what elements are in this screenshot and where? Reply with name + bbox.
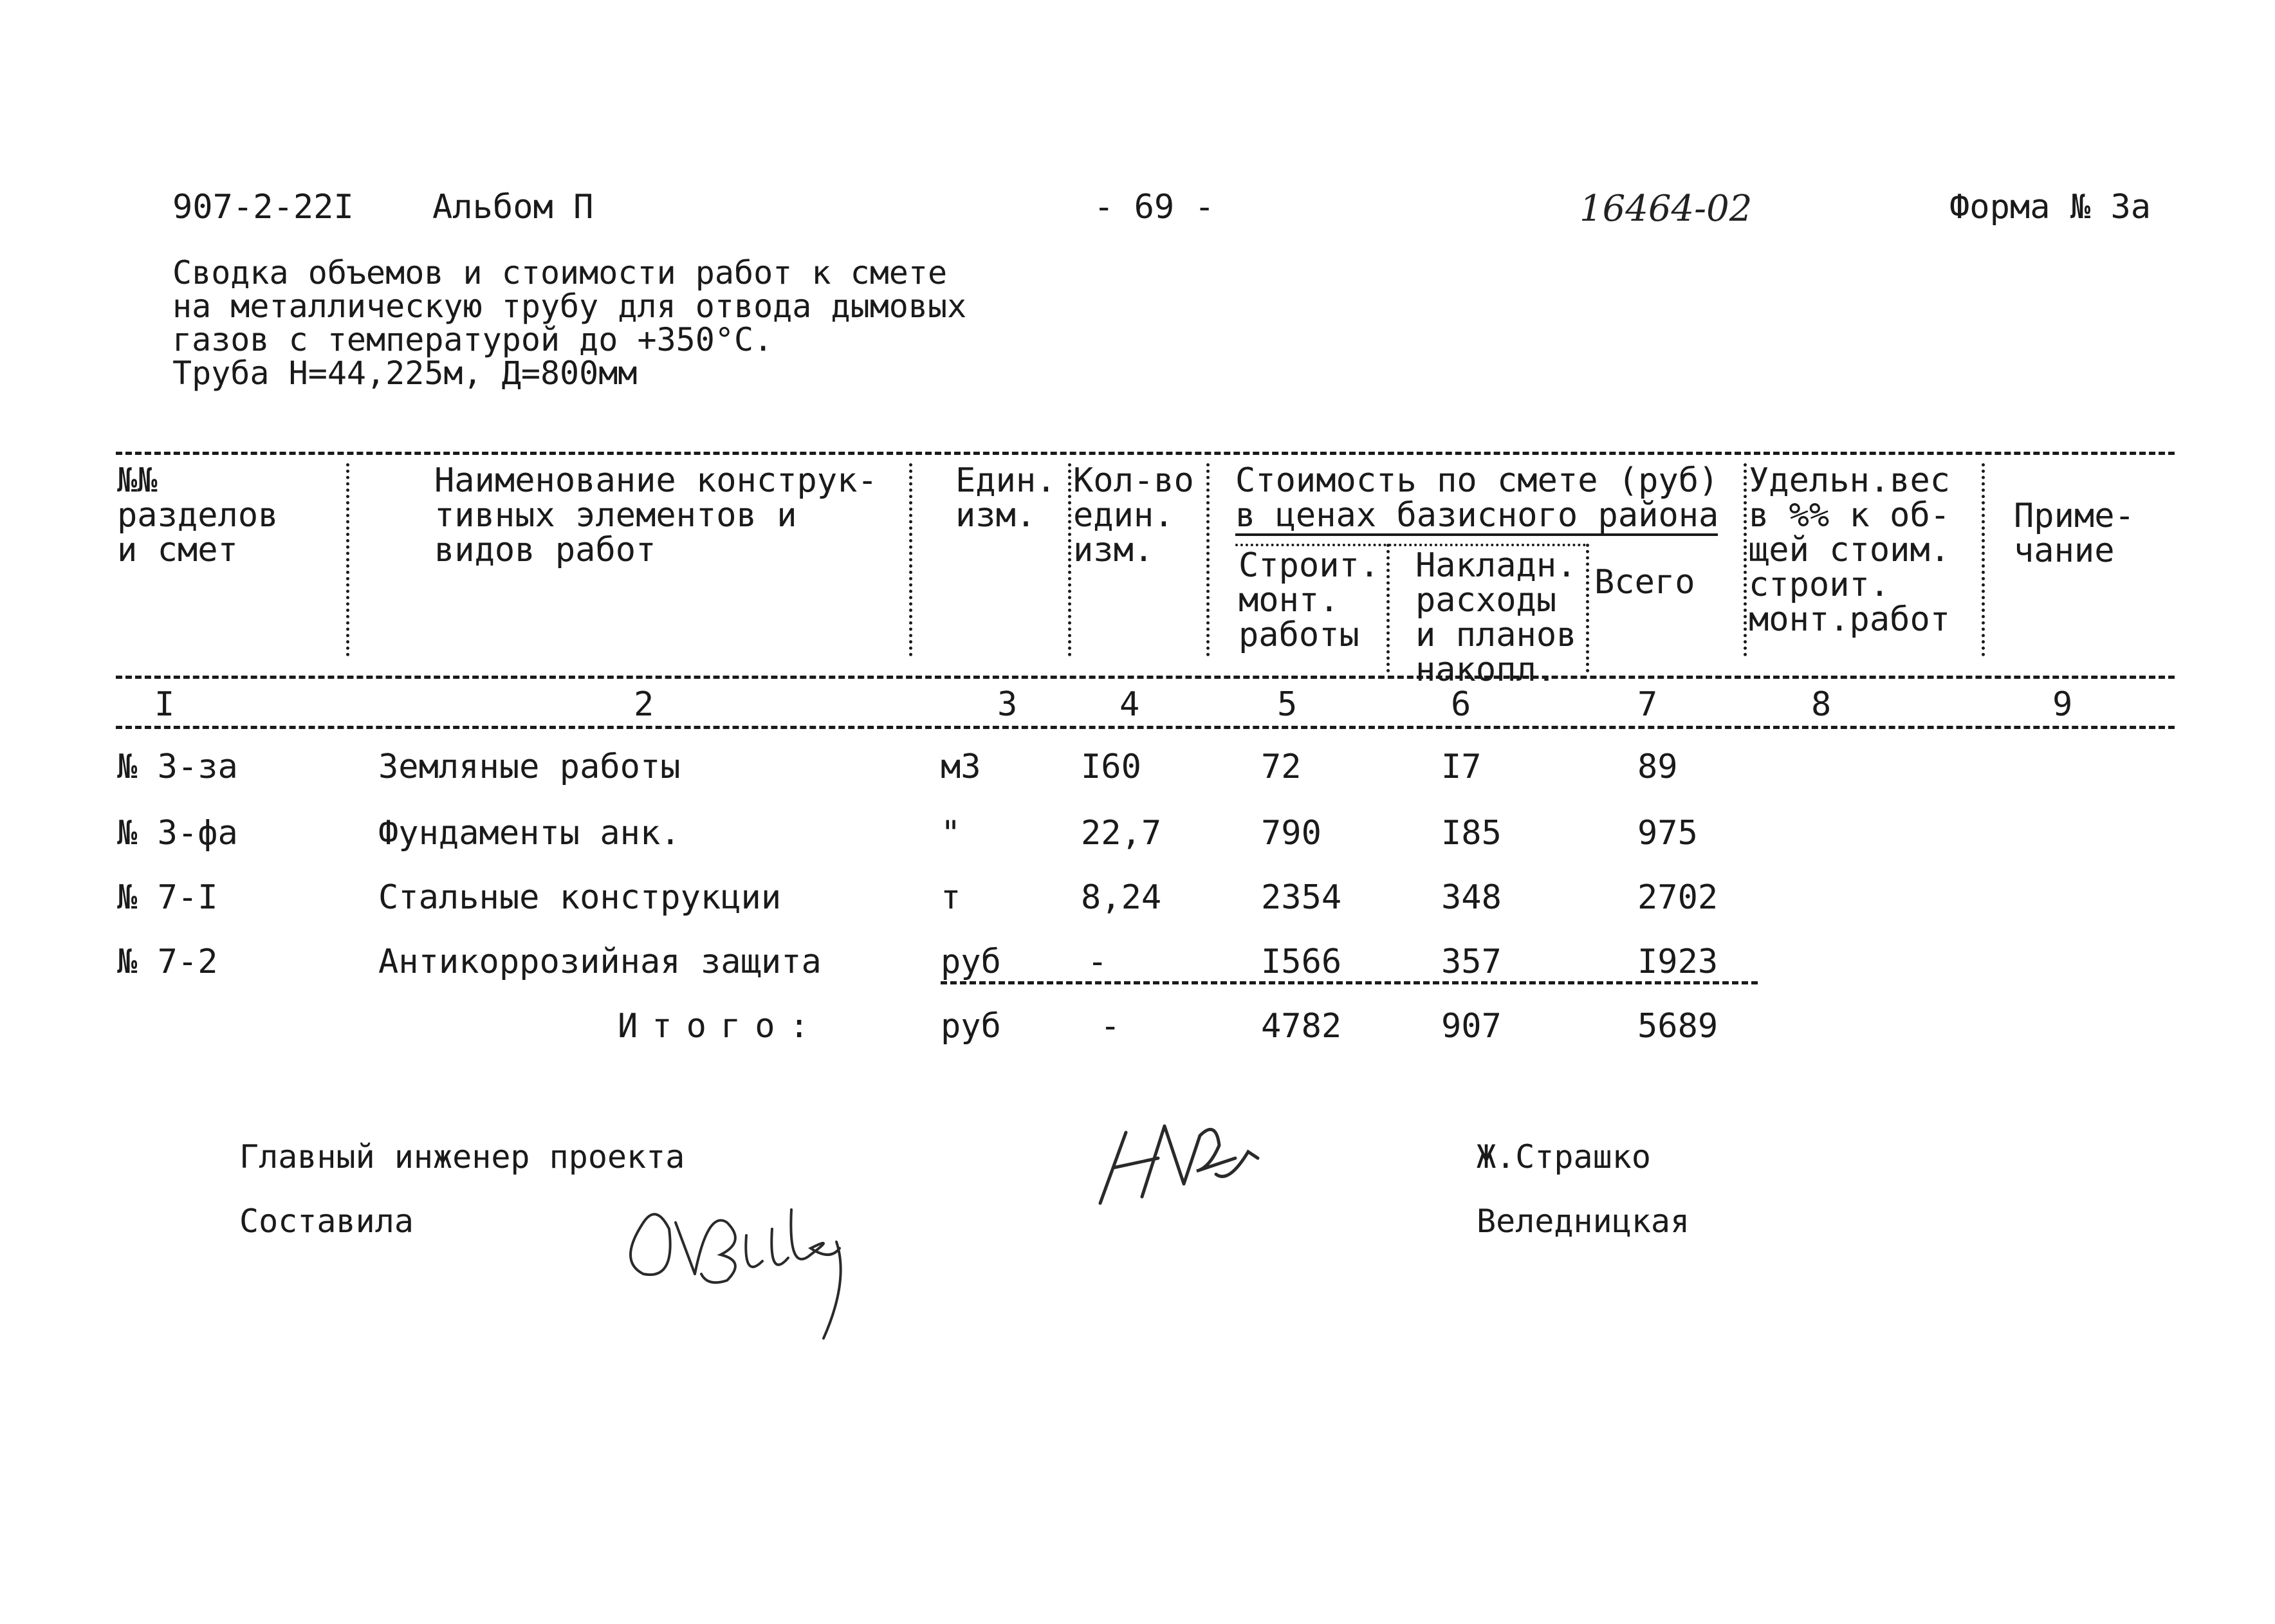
row-construction-cost: 790: [1261, 814, 1322, 853]
row-unit: ": [941, 814, 961, 853]
column-number: 7: [1637, 685, 1658, 724]
row-name: Стальные конструкции: [378, 878, 782, 917]
total-construction-cost: 4782: [1261, 1007, 1342, 1046]
column-numbers-top-border: [116, 676, 2175, 679]
row-name: Земляные работы: [378, 748, 681, 786]
column-number: I: [154, 685, 175, 724]
chief-engineer-signature: [1087, 1107, 1274, 1223]
total-quantity: -: [1100, 1007, 1121, 1046]
header-separator: [1386, 544, 1390, 672]
header-separator: [1586, 544, 1589, 672]
total-overhead: 907: [1441, 1007, 1502, 1046]
header-separator: [1982, 463, 1985, 656]
header-unit: Един. изм.: [955, 461, 1056, 535]
row-total: 2702: [1637, 878, 1718, 917]
row-construction-cost: I566: [1261, 943, 1342, 981]
column-numbers-bottom-border: [116, 726, 2175, 729]
row-construction-cost: 72: [1261, 748, 1302, 786]
header-cost-group: Стоимость по смете (руб) в ценах базисного района: [1235, 461, 1719, 535]
chief-engineer-label: Главный инженер проекта: [239, 1138, 685, 1176]
column-number: 9: [2052, 685, 2073, 724]
header-separator: [1206, 463, 1210, 656]
row-overhead: I7: [1441, 748, 1482, 786]
row-section: № 3-за: [117, 748, 238, 786]
row-unit: руб: [941, 943, 1001, 981]
header-name: Наименование конструк- тивных элементов и видов работ: [434, 461, 878, 569]
total-sum: 5689: [1637, 1007, 1718, 1046]
row-section: № 7-2: [117, 943, 218, 981]
form-label: Форма № 3а: [1949, 188, 2151, 226]
row-quantity: -: [1087, 943, 1108, 981]
title-line-3: газов с температурой до +350°С.: [172, 321, 773, 358]
row-unit: т: [941, 878, 961, 917]
page-number: - 69 -: [1094, 188, 1215, 226]
row-section: № 7-I: [117, 878, 218, 917]
document-code: 907-2-22I: [172, 188, 354, 226]
header-separator: [1744, 463, 1747, 656]
row-overhead: I85: [1441, 814, 1502, 853]
column-number: 6: [1451, 685, 1471, 724]
header-separator: [346, 463, 349, 656]
row-quantity: 8,24: [1081, 878, 1162, 917]
row-total: 975: [1637, 814, 1698, 853]
cost-group-underline: [1235, 533, 1718, 536]
cost-subheader-rule: [1235, 544, 1586, 546]
album-label: Альбом П: [432, 188, 594, 226]
row-name: Фундаменты анк.: [378, 814, 681, 853]
header-separator: [1068, 463, 1071, 656]
column-number: 4: [1119, 685, 1140, 724]
header-overhead: Накладн. расходы и планов накопл.: [1415, 546, 1577, 689]
header-separator: [909, 463, 912, 656]
row-name: Антикоррозийная защита: [378, 943, 822, 981]
header-sections: №№ разделов и смет: [117, 461, 279, 569]
subtotal-rule: [941, 981, 1758, 984]
title-line-2: на металлическую трубу для отвода дымовых: [172, 288, 967, 325]
table-top-border: [116, 452, 2175, 455]
row-overhead: 357: [1441, 943, 1502, 981]
row-overhead: 348: [1441, 878, 1502, 917]
row-quantity: I60: [1081, 748, 1141, 786]
compiled-by-name: Веледницкая: [1477, 1203, 1690, 1240]
column-number: 3: [997, 685, 1018, 724]
header-total: Всего: [1594, 563, 1695, 602]
row-total: 89: [1637, 748, 1678, 786]
title-line-1: Сводка объемов и стоимости работ к смете: [172, 254, 948, 291]
row-quantity: 22,7: [1081, 814, 1162, 853]
row-construction-cost: 2354: [1261, 878, 1342, 917]
header-quantity: Кол-во един. изм.: [1073, 461, 1194, 569]
total-unit: руб: [941, 1007, 1001, 1046]
header-construction-work: Строит. монт. работы: [1239, 546, 1380, 654]
column-number: 2: [634, 685, 654, 724]
row-section: № 3-фа: [117, 814, 238, 853]
header-note: Приме- чание: [2014, 497, 2135, 570]
title-line-4: Труба Н=44,225м, Д=800мм: [172, 355, 638, 392]
header-share: Удельн.вес в %% к об- щей стоим. строит. монт.работ: [1749, 461, 1951, 639]
chief-engineer-name: Ж.Страшко: [1477, 1138, 1651, 1176]
compiler-signature: [618, 1184, 862, 1345]
column-number: 8: [1811, 685, 1832, 724]
handwritten-number: 16464-02: [1580, 188, 1753, 230]
row-total: I923: [1637, 943, 1718, 981]
row-unit: м3: [941, 748, 981, 786]
total-label: Итого:: [618, 1007, 824, 1046]
column-number: 5: [1277, 685, 1298, 724]
compiled-by-label: Составила: [239, 1203, 414, 1240]
